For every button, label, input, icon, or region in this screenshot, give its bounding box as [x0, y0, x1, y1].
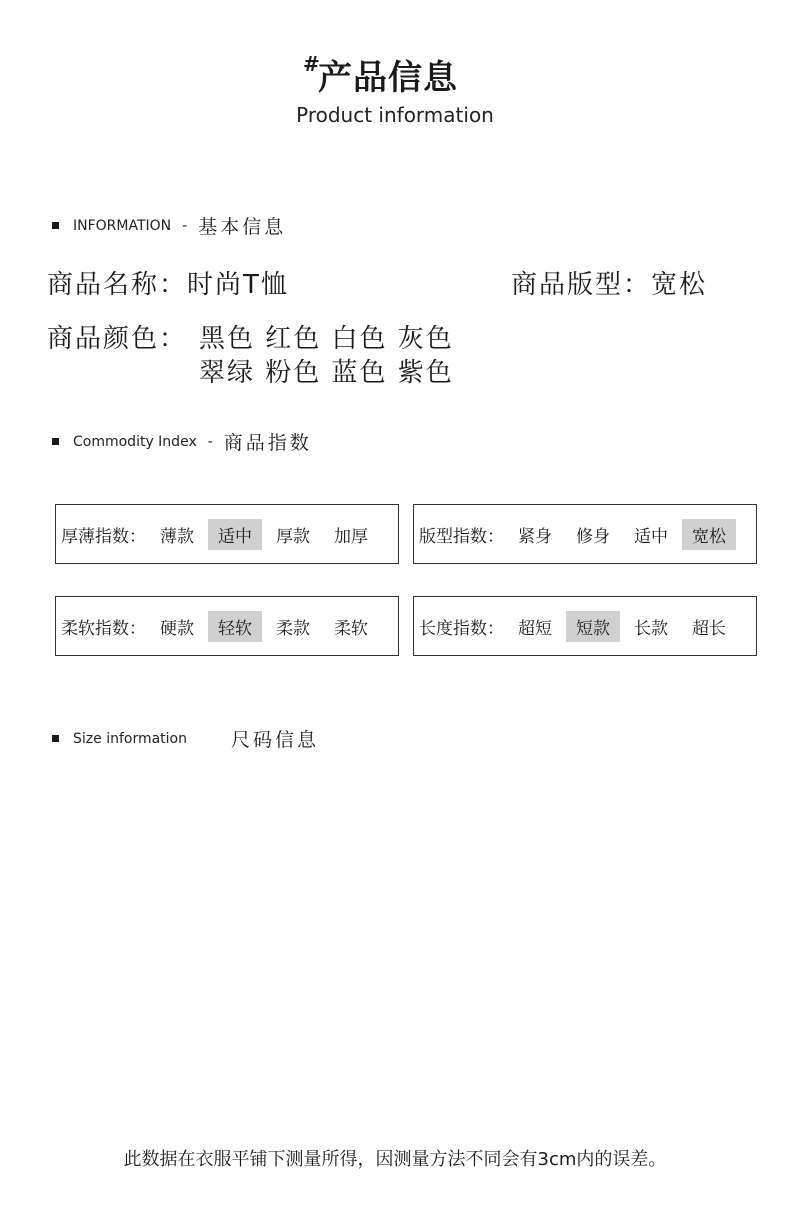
index-option: 厚款: [276, 526, 310, 547]
index-option: 超长: [692, 618, 726, 639]
product-name: 商品名称：时尚T恤: [47, 270, 289, 300]
index-option: 加厚: [334, 526, 368, 547]
product-colors-line-1: 黑色 红色 白色 灰色: [199, 324, 454, 354]
page-subtitle: Product information: [296, 103, 494, 127]
product-colors-line-2: 翠绿 粉色 蓝色 紫色: [199, 358, 454, 388]
section-title-en: INFORMATION: [73, 217, 172, 234]
index-option: 超短: [518, 618, 552, 639]
square-bullet-icon: [52, 438, 59, 445]
index-label: 厚薄指数：: [61, 526, 146, 547]
index-label: 柔软指数：: [61, 618, 146, 639]
index-option: 硬款: [160, 618, 194, 639]
index-option: 长款: [634, 618, 668, 639]
index-box-thickness: [55, 504, 399, 564]
index-label: 版型指数：: [419, 526, 504, 547]
section-title-cn: 基本信息: [198, 216, 287, 238]
section-title-en: Commodity Index: [73, 433, 197, 450]
index-option-selected: 适中: [208, 519, 262, 550]
index-box-fit: [413, 504, 757, 564]
commodity-index-section-heading: [52, 428, 312, 455]
section-title-en: Size information: [73, 730, 187, 747]
index-box-softness: [55, 596, 399, 656]
size-section-heading: [52, 725, 319, 752]
information-section-heading: [52, 212, 286, 239]
section-separator: -: [207, 433, 213, 450]
index-option: 柔款: [276, 618, 310, 639]
index-option: 柔软: [334, 618, 368, 639]
square-bullet-icon: [52, 222, 59, 229]
index-box-length: [413, 596, 757, 656]
index-option: 紧身: [518, 526, 552, 547]
page-title: 产品信息: [318, 58, 458, 98]
product-colors-label: 商品颜色：: [47, 324, 188, 354]
hash-mark: #: [303, 52, 320, 76]
index-option: 修身: [576, 526, 610, 547]
section-separator: -: [182, 217, 188, 234]
section-title-cn: 商品指数: [223, 432, 312, 454]
index-option: 适中: [634, 526, 668, 547]
square-bullet-icon: [52, 735, 59, 742]
section-title-cn: 尺码信息: [231, 729, 320, 751]
index-option-selected: 短款: [566, 611, 620, 642]
product-fit: 商品版型：宽松: [511, 270, 708, 300]
measurement-note: 此数据在衣服平铺下测量所得，因测量方法不同会有3cm内的误差。: [123, 1149, 667, 1170]
index-option: 薄款: [160, 526, 194, 547]
index-option-selected: 轻软: [208, 611, 262, 642]
index-option-selected: 宽松: [682, 519, 736, 550]
index-label: 长度指数：: [419, 618, 504, 639]
